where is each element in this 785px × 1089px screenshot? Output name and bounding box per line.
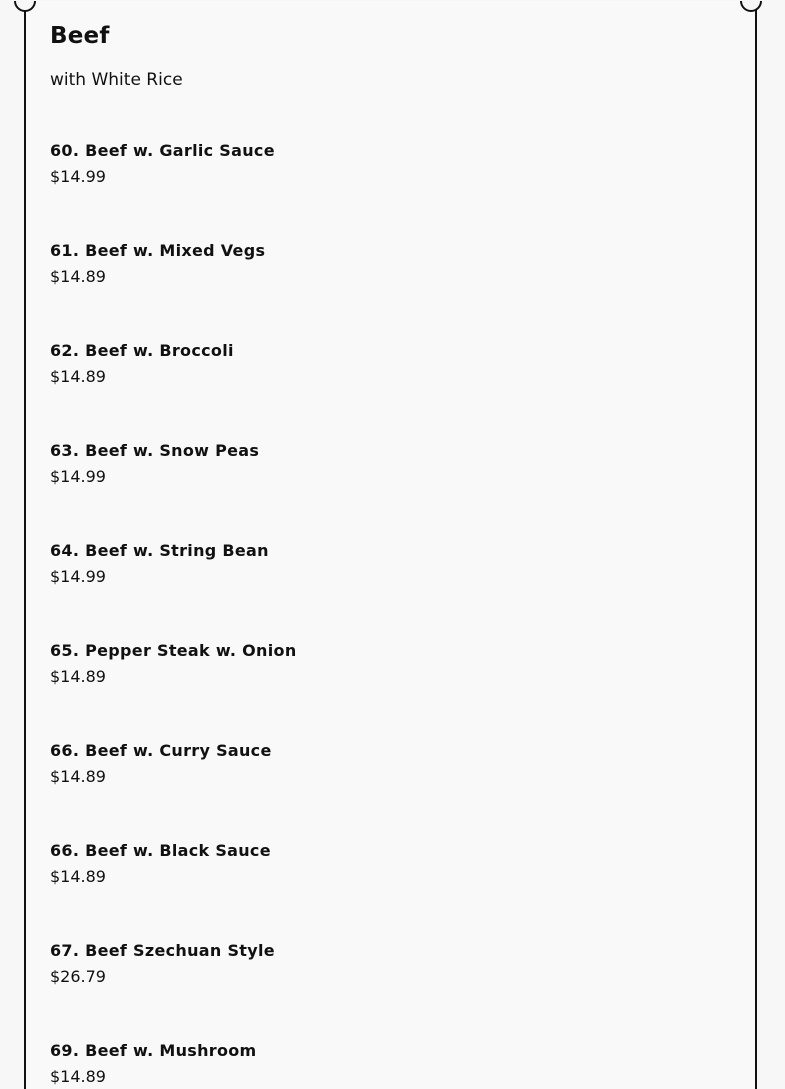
- item-price: $14.99: [50, 167, 106, 186]
- menu-item[interactable]: [50, 641, 297, 741]
- menu-item[interactable]: [50, 141, 297, 241]
- menu-item[interactable]: [50, 341, 297, 441]
- item-name: 66. Beef w. Curry Sauce: [50, 741, 272, 760]
- top-mask: [0, 0, 785, 1]
- item-name: 64. Beef w. String Bean: [50, 541, 269, 560]
- item-price: $14.89: [50, 767, 106, 786]
- menu-item[interactable]: [50, 741, 297, 841]
- menu-list: [50, 141, 297, 1089]
- item-price: $14.89: [50, 867, 106, 886]
- item-price: $14.99: [50, 467, 106, 486]
- section-subtitle: with White Rice: [50, 70, 183, 90]
- item-price: $14.99: [50, 567, 106, 586]
- item-name: 60. Beef w. Garlic Sauce: [50, 141, 275, 160]
- menu-item[interactable]: [50, 241, 297, 341]
- menu-item[interactable]: [50, 441, 297, 541]
- item-price: $14.89: [50, 267, 106, 286]
- item-name: 65. Pepper Steak w. Onion: [50, 641, 297, 660]
- item-name: 67. Beef Szechuan Style: [50, 941, 275, 960]
- item-name: 62. Beef w. Broccoli: [50, 341, 234, 360]
- item-price: $14.89: [50, 367, 106, 386]
- item-name: 69. Beef w. Mushroom: [50, 1041, 257, 1060]
- menu-item[interactable]: [50, 941, 297, 1041]
- menu-item[interactable]: [50, 541, 297, 641]
- menu-item[interactable]: [50, 1041, 297, 1089]
- item-name: 66. Beef w. Black Sauce: [50, 841, 271, 860]
- item-price: $14.89: [50, 667, 106, 686]
- section-title: Beef: [50, 23, 110, 49]
- item-price: $26.79: [50, 967, 106, 986]
- item-price: $14.89: [50, 1067, 106, 1086]
- item-name: 61. Beef w. Mixed Vegs: [50, 241, 266, 260]
- item-name: 63. Beef w. Snow Peas: [50, 441, 260, 460]
- menu-item[interactable]: [50, 841, 297, 941]
